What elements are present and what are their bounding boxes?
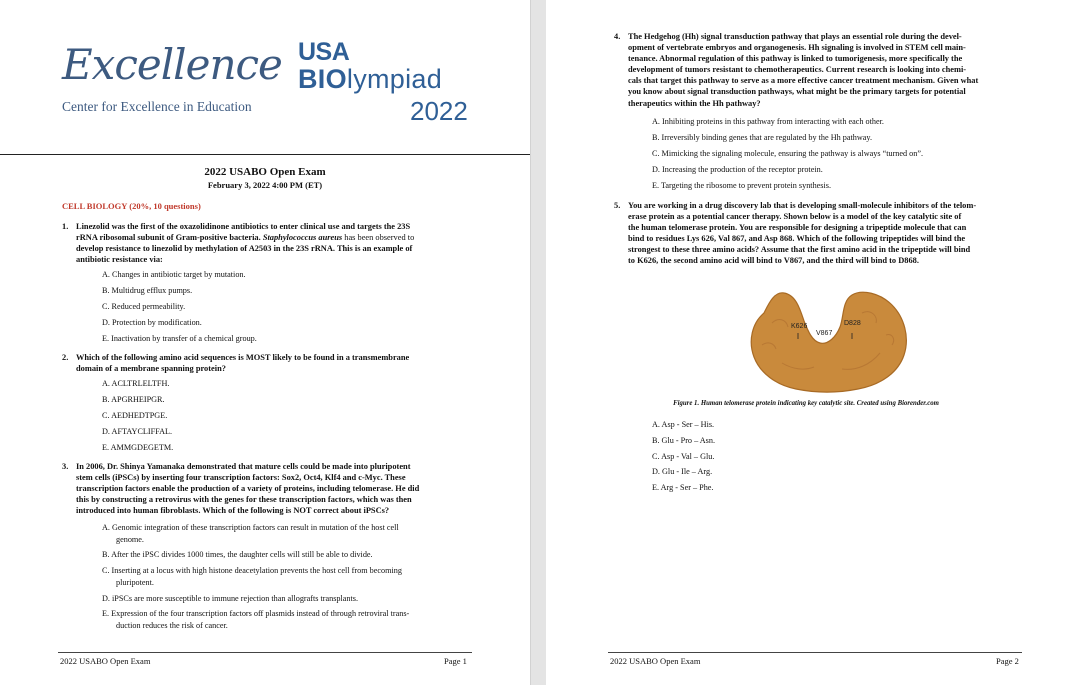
excellence-logo: Excellence [62, 40, 282, 89]
q2-option-d: D. AFTAYCLIFFAL. [102, 427, 173, 436]
q5-option-b: B. Glu - Pro – Asn. [652, 436, 716, 445]
footer-divider [58, 652, 472, 653]
telomerase-protein-figure [742, 283, 914, 395]
page-2 [546, 0, 1080, 685]
usabo-logo-biolympiad: BIOlympiad [298, 64, 443, 94]
q5-option-a: A. Asp - Ser – His. [652, 420, 715, 429]
q3-option-d: D. iPSCs are more susceptible to immune rejection than allografts transplants. [102, 594, 359, 603]
q4-option-d: D. Increasing the production of the receptor protein. [652, 165, 823, 174]
q3-option-a-cont: genome. [116, 535, 144, 544]
q5-option-c: C. Asp - Val – Glu. [652, 452, 715, 461]
section-heading: CELL BIOLOGY (20%, 10 questions) [62, 201, 201, 211]
q1-option-a: A. Changes in antibiotic target by mutation. [102, 270, 246, 279]
footer-title-2: 2022 USABO Open Exam [610, 656, 701, 666]
exam-date: February 3, 2022 4:00 PM (ET) [207, 180, 323, 190]
q2-option-c: C. AEDHEDTPGE. [102, 411, 168, 420]
q2-option-b: B. APGRHEIPGR. [102, 395, 165, 404]
q5-option-e: E. Arg - Ser – Phe. [652, 483, 714, 492]
footer-page-number: Page 1 [444, 656, 467, 666]
question-5: 5. You are working in a drug discovery lab that is developing small-molecule inhibitors of the telom- erase protein as a potential cancer therapy. Shown below is a model of the key catalytic site of the human telomerase protein. You are responsible for designing a tripeptide molecule that can bind to residues Lys 626, Val 867, and Asp 868. Which of the following tripeptides will bind the strongest to these three amino acids? Assume that the first amino acid in the tripeptide will bind to K626, the second amino acid will bind to V867, and the third will bind to D868. [614, 201, 977, 266]
q4-option-e: E. Targeting the ribosome to prevent protein synthesis. [652, 181, 831, 190]
q1-option-e: E. Inactivation by transfer of a chemical group. [102, 334, 257, 343]
q3-option-c: C. Inserting at a locus with high histone deacetylation prevents the host cell from becoming [102, 566, 402, 575]
usabo-logo-year: 2022 [410, 96, 468, 126]
q1-option-d: D. Protection by modification. [102, 318, 202, 327]
q2-option-e: E. AMMGDEGETM. [102, 443, 174, 452]
label-v867: V867 [816, 330, 833, 337]
q3-option-a: A. Genomic integration of these transcription factors can result in mutation of the host cell [102, 523, 399, 532]
footer-page-number-2: Page 2 [996, 656, 1019, 666]
q3-option-b: B. After the iPSC divides 1000 times, the daughter cells will still be able to divide. [102, 550, 373, 559]
q4-option-b: B. Irreversibly binding genes that are regulated by the Hh pathway. [652, 133, 873, 142]
q1-option-b: B. Multidrug efflux pumps. [102, 286, 193, 295]
usabo-logo-usa: USA [298, 38, 350, 66]
page-1 [0, 0, 530, 685]
header-divider [0, 154, 530, 155]
footer-title: 2022 USABO Open Exam [60, 656, 151, 666]
q3-option-c-cont: pluripotent. [116, 578, 154, 587]
label-k626: K626 [791, 323, 808, 330]
q2-option-a: A. ACLTRLELTFH. [102, 379, 170, 388]
footer-divider-2 [608, 652, 1022, 653]
question-2: 2. Which of the following amino acid sequences is MOST likely to be found in a transmembrane domain of a membrane spanning protein? [62, 353, 410, 374]
telomerase-protein-shape [751, 292, 906, 392]
q5-option-d: D. Glu - Ile – Arg. [652, 467, 713, 476]
q3-option-e-cont: duction reduces the risk of cancer. [116, 621, 228, 630]
exam-title: 2022 USABO Open Exam [204, 166, 326, 178]
question-3: 3. In 2006, Dr. Shinya Yamanaka demonstrated that mature cells could be made into pluripotent stem cells (iPSCs) by inserting four transcription factors: Sox2, Oct4, Klf4 and c-Myc. These transcription factors enable the production of a variety of proteins, including telomerase. He did this by constructing a retrovirus with the genes for these transcription factors, which was then introduced into human fibroblasts. Which of the following is NOT correct about iPSCs? [62, 462, 420, 516]
question-4: 4. The Hedgehog (Hh) signal transduction pathway that plays an essential role during the devel- opment of vertebrate embryos and organogenesis. Hh signaling is involved in STEM cell main- tenance. Abnormal regulation of this pathway is linked to tumorigenesis, more specifically the development of tumors resistant to chemotherapeutics. Current research is looking into chemi- cals that target this pathway to serve as a more effective cancer treatment mechanism. Given what you know about signal transduction pathways, what might be the primary targets for potential therapeutics within the Hh pathway? [614, 32, 979, 108]
figure-caption: Figure 1. Human telomerase protein indicating key catalytic site. Created using Biorender.com [673, 400, 939, 407]
label-d828: D828 [844, 320, 861, 327]
q4-option-a: A. Inhibiting proteins in this pathway from interacting with each other. [652, 117, 884, 126]
q1-option-c: C. Reduced permeability. [102, 302, 186, 311]
q3-option-e: E. Expression of the four transcription factors off plasmids instead of through retroviral trans- [102, 609, 410, 618]
question-1: 1. Linezolid was the first of the oxazolidinone antibiotics to enter clinical use and targets the 23S rRNA ribosomal subunit of Gram-positive bacteria. Staphylococcus aureus has been observed to develop resistance to linezolid by methylation of A2503 in the 23S rRNA. This is an example of antibiotic resistance via: [62, 222, 415, 265]
logo-subtitle: Center for Excellence in Education [62, 99, 252, 114]
q4-option-c: C. Mimicking the signaling molecule, ensuring the pathway is always “turned on”. [652, 149, 924, 158]
